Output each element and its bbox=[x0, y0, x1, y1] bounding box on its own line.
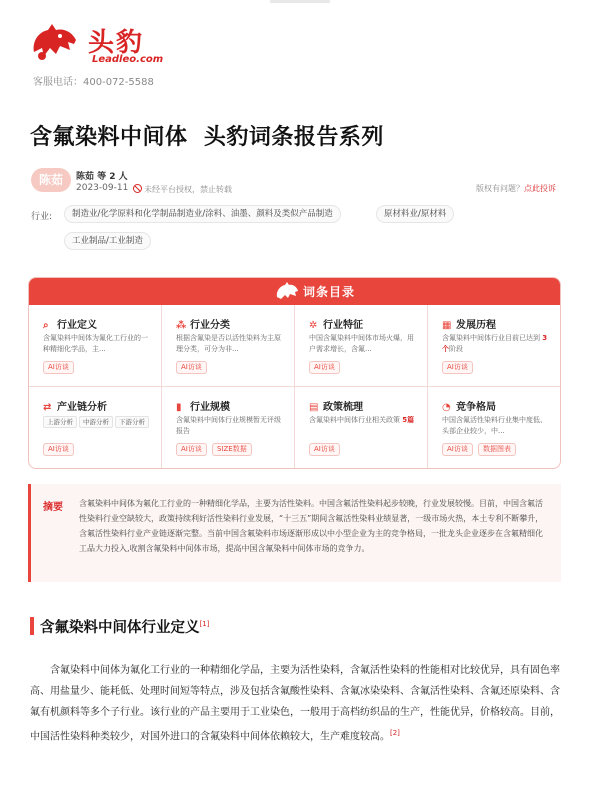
downstream-chip[interactable]: 下游分析 bbox=[115, 416, 149, 428]
catalog-item-desc bbox=[309, 415, 417, 426]
copyright-notice bbox=[476, 183, 556, 194]
catalog-item-title: 产业链分析 bbox=[57, 402, 107, 413]
history-icon: ▦ bbox=[442, 320, 452, 331]
catalog-item-title: 行业分类 bbox=[190, 320, 230, 331]
catalog-title: 词条目录 bbox=[303, 285, 356, 299]
desc-highlight: 5篇 bbox=[402, 416, 415, 424]
leopard-logo-icon bbox=[30, 22, 80, 62]
midstream-chip[interactable]: 中游分析 bbox=[79, 416, 113, 428]
ai-interview-chip[interactable]: AI访谈 bbox=[309, 443, 340, 456]
catalog-item-title: 行业定义 bbox=[57, 320, 97, 331]
reference-link[interactable]: [1] bbox=[199, 620, 210, 629]
leopard-icon bbox=[275, 281, 299, 301]
scale-icon: ▮ bbox=[176, 402, 182, 413]
desc-text: 含氟染料中间体行业相关政策 bbox=[309, 416, 403, 424]
chain-icon: ⇄ bbox=[43, 402, 52, 413]
catalog-item-desc: 含氟染料中间体为氟化工行业的一种精细化学品，主... bbox=[43, 334, 148, 353]
desc-text: 阶段 bbox=[449, 345, 463, 353]
catalog-item-desc: 中国含氟活性染料行业集中度低、头部企业较少，中... bbox=[442, 416, 547, 435]
ai-interview-chip[interactable]: AI访谈 bbox=[176, 443, 207, 456]
top-edge-mark bbox=[270, 0, 330, 3]
summary-box bbox=[28, 484, 561, 582]
catalog-item-classification[interactable] bbox=[162, 305, 295, 387]
desc-text: 含氟染料中间体行业目前已达到 bbox=[442, 334, 543, 342]
catalog-item-desc: 中国含氟染料中间体市场火爆，用户需求增长，含氟... bbox=[309, 334, 414, 353]
catalog-item-competition[interactable] bbox=[428, 387, 561, 469]
industry-tag[interactable]: 工业制品/工业制造 bbox=[64, 232, 151, 250]
catalog-item-title: 行业规模 bbox=[190, 402, 230, 413]
classification-icon: ⁂ bbox=[176, 320, 187, 331]
section-marker bbox=[30, 617, 34, 635]
catalog-item-history[interactable] bbox=[428, 305, 561, 387]
feature-icon: ✲ bbox=[309, 320, 318, 331]
ai-interview-chip[interactable]: AI访谈 bbox=[176, 361, 207, 374]
avatar: 陈茹 bbox=[31, 168, 71, 192]
section-body bbox=[30, 660, 560, 747]
catalog-item-title: 政策梳理 bbox=[323, 402, 363, 413]
auth-note bbox=[133, 183, 232, 195]
catalog-item-policy[interactable] bbox=[295, 387, 428, 469]
catalog-header bbox=[29, 278, 560, 305]
ai-interview-chip[interactable]: AI访谈 bbox=[442, 361, 473, 374]
catalog-item-desc: 根据含氟染是否以活性染料为主原理分类，可分为非... bbox=[176, 334, 281, 353]
reference-link[interactable]: [2] bbox=[390, 729, 400, 737]
auth-note-text: 未经平台授权，禁止转载 bbox=[144, 185, 232, 194]
copyright-question: 版权有问题？ bbox=[476, 184, 524, 193]
catalog-item-desc bbox=[442, 333, 550, 355]
brand-domain: Leadleo.com bbox=[92, 54, 164, 65]
catalog-item-definition[interactable] bbox=[29, 305, 162, 387]
catalog-item-feature[interactable] bbox=[295, 305, 428, 387]
catalog-box bbox=[28, 277, 561, 469]
summary-label: 摘要 bbox=[43, 502, 63, 513]
ai-interview-chip[interactable]: AI访谈 bbox=[43, 443, 74, 456]
complaint-link[interactable]: 点此投诉 bbox=[524, 184, 556, 193]
section-title bbox=[40, 616, 209, 637]
upstream-chip[interactable]: 上游分析 bbox=[43, 416, 77, 428]
hotline: 客服电话：400-072-5588 bbox=[33, 77, 154, 88]
section-title-text: 含氟染料中间体行业定义 bbox=[40, 620, 200, 636]
catalog-item-title: 行业特征 bbox=[323, 320, 363, 331]
catalog-item-title: 竞争格局 bbox=[456, 402, 496, 413]
industry-tag[interactable]: 制造业/化学原料和化学制品制造业/涂料、油墨、颜料及类似产品制造 bbox=[64, 205, 341, 223]
catalog-item-scale[interactable] bbox=[162, 387, 295, 469]
industry-label: 行业: bbox=[31, 212, 53, 222]
ai-interview-chip[interactable]: AI访谈 bbox=[43, 361, 74, 374]
summary-text: 含氟染料中间体为氟化工行业的一种精细化学品，主要为活性染料。中国含氟活性染料起步较晚，行业发展较慢。目前，中国含氟活性染料行业空缺较大，政策持续利好活性染料行业发展，“十三五”期间含氟活性染料业绩显著，一级市场火热，本土专利不断攀升，含氟活性染料行业产业链逐渐完整。当前中国含氟染料市场逐渐形成以中小型企业为主的竞争格局，一批龙头企业逐步在含氟精细化工品大力投入,收割含氟染料中间体市场，提高中国含氟染料中间体市场的竞争力。 bbox=[79, 499, 544, 553]
desc-highlight: 3个 bbox=[442, 334, 548, 353]
ai-interview-chip[interactable]: AI访谈 bbox=[309, 361, 340, 374]
page-title: 含氟染料中间体 头豹词条报告系列 bbox=[30, 125, 384, 150]
forbidden-icon bbox=[133, 184, 142, 193]
industry-tag[interactable]: 原材料业/原材料 bbox=[376, 205, 454, 223]
catalog-item-desc: 含氟染料中间体行业规模暂无评级报告 bbox=[176, 416, 281, 435]
definition-icon: ⌕ bbox=[43, 320, 49, 331]
size-data-chip[interactable]: SIZE数据 bbox=[212, 443, 252, 456]
author-name[interactable]: 陈茹 等 2 人 bbox=[76, 172, 128, 182]
policy-icon: ▤ bbox=[309, 402, 319, 413]
competition-icon: ◔ bbox=[442, 402, 451, 413]
catalog-item-chain[interactable] bbox=[29, 387, 162, 469]
brand-name: 头豹 bbox=[88, 28, 145, 58]
publish-date: 2023-09-11 bbox=[76, 183, 129, 193]
body-text: 含氟染料中间体为氟化工行业的一种精细化学品，主要为活性染料，含氟活性染料的性能相对比较优异，具有固色率高、用盐量少、能耗低、处理时间短等特点，涉及包括含氟酸性染料、含氟冰染染料、含氟活性染料、含氟还原染料、含氟有机颜料等多个子行业。该行业的产品主要用于工业染色，一般用于高档纺织品的生产，性能优异，价格较高。目前，中国活性染料种类较少，对国外进口的含氟染料中间体依赖较大，生产难度较高。 bbox=[30, 665, 560, 743]
data-chart-chip[interactable]: 数据图表 bbox=[478, 443, 516, 456]
catalog-item-title: 发展历程 bbox=[456, 320, 496, 331]
ai-interview-chip[interactable]: AI访谈 bbox=[442, 443, 473, 456]
